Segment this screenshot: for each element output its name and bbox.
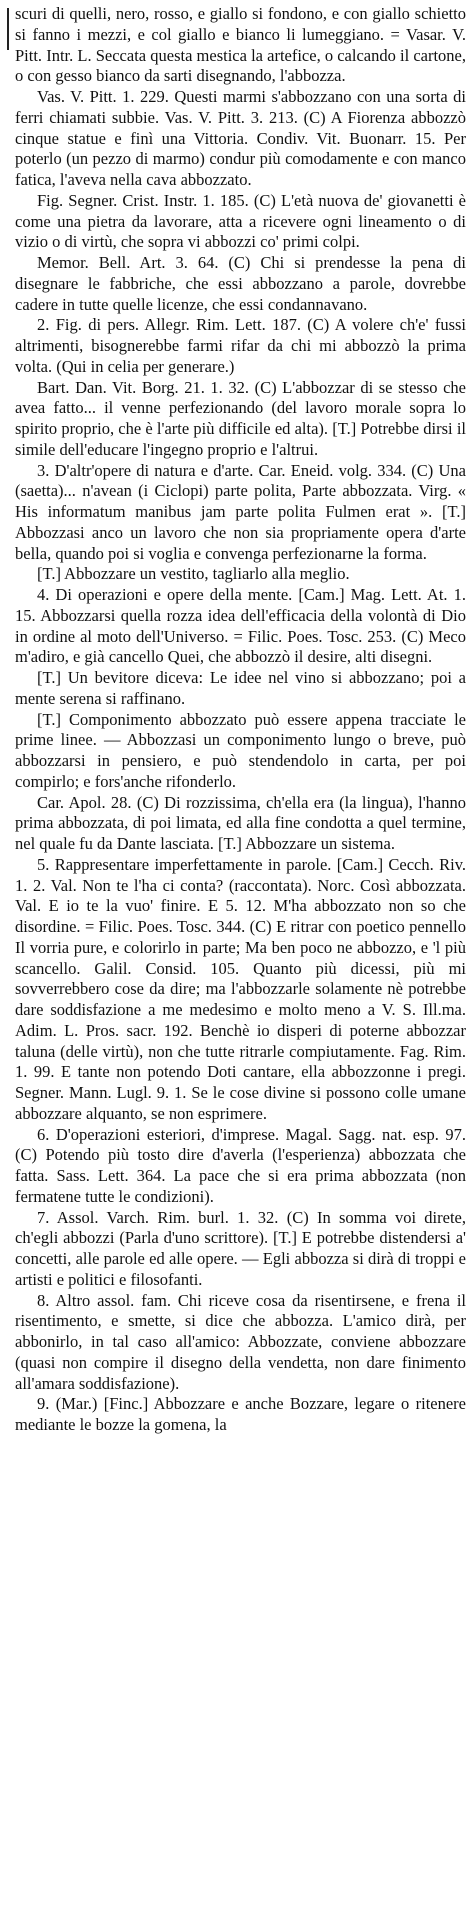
citation-paragraph: Fig. Segner. Crist. Instr. 1. 185. (C) L'età nuova de' giovanetti è come una pietra da lavorare, atta a ricevere ogni lineamento o di vizio o di virtù, che sopra vi abbozzi co' primi colpi.: [15, 190, 466, 252]
citation-paragraph: Car. Apol. 28. (C) Di rozzissima, ch'ella era (la lingua), l'hanno prima abbozzata, di poi limata, ed alla fine condotta a quel termine, nel quale fu da Dante lasciata. [T.] Abbozzare un sistema.: [15, 792, 466, 853]
sense-paragraph: 8. Altro assol. fam. Chi riceve cosa da risentirsene, e frena il risentimento, e smette, si dice che abbozza. L'amico dirà, per abbonirlo, in tal caso all'amico: Abbozzate, conviene abbozzare (quasi non compire il disegno della vendetta, non dare finimento all'amara soddisfazione).: [15, 1290, 466, 1393]
sense-paragraph: 6. D'operazioni esteriori, d'imprese. Magal. Sagg. nat. esp. 97. (C) Potendo più tosto dire d'averla (l'esperienza) abbozzata che fatta. Sass. Lett. 364. La pace che si era prima abbozzata (non fermatene tutte le condizioni).: [15, 1124, 466, 1206]
citation-paragraph: Bart. Dan. Vit. Borg. 21. 1. 32. (C) L'abbozzar di se stesso che avea fatto... il venne perfezionando (del lavoro morale sopra lo spirito proprio, che è l'arte più difficile ed alta). [T.] Potrebbe dirsi il simile dell'educare l'ingegno proprio e l'altrui.: [15, 377, 466, 459]
sense-paragraph: 7. Assol. Varch. Rim. burl. 1. 32. (C) In somma voi direte, ch'egli abbozzi (Parla d'uno scrittore). [T.] E potrebbe distendersi a' concetti, alle parole ed alle opere. — Egli abbozza si dirà di troppi e artisti e politici e filosofanti.: [15, 1207, 466, 1289]
paragraph-continuation: scuri di quelli, nero, rosso, e giallo si fondono, e con giallo schietto si fanno i mezzi, e col giallo e bianco li lumeggiano. = Vasar. V. Pitt. Intr. L. Seccata questa mestica la artefice, o calcando il cartone, o con gesso bianco da sarti disegnando, l'abbozza.: [15, 4, 466, 86]
note-paragraph: [T.] Componimento abbozzato può essere appena tracciate le prime linee. — Abbozzasi un componimento lungo o breve, può abbozzarsi in pensiero, e può stendendolo in carta, per poi compirlo; e fors'anche rifonderlo.: [15, 709, 466, 791]
sense-paragraph: 5. Rappresentare imperfettamente in parole. [Cam.] Cecch. Riv. 1. 2. Val. Non te l'ha ci conta? (raccontata). Norc. Così abbozzata. Val. E io te la vuo' finire. E 5. 12. M'ha abbozzato non so che disordine. = Filic. Poes. Tosc. 344. (C) E ritrar con poetico pennello Il vorria pure, e colorirlo in parte; Ma ben poco ne abbozzo, e 'l più scancello. Galil. Consid. 105. Quanto più dicessi, più mi sovverrebbero cose da dire; ma l'abbozzarle solamente nè potrebbe dare soddisfazione a me medesimo e molto meno a V. S. Ill.ma. Adim. L. Pros. sacr. 192. Benchè io disperi di poterne abbozzar taluna (delle virtù), non che tutte ritrarle compiutamente. Fag. Rim. 1. 99. E tante non potendo Doti cantare, ella abbozzonne i pregi. Segner. Mann. Lugl. 9. 1. Se le cose divine si possono colle umane abbozzare alquanto, se non esprimere.: [15, 854, 466, 1123]
margin-rule: [7, 8, 9, 50]
sense-paragraph: 9. (Mar.) [Finc.] Abbozzare e anche Bozzare, legare o ritenere mediante le bozze la gomena, la: [15, 1394, 466, 1434]
sense-paragraph: 4. Di operazioni e opere della mente. [Cam.] Mag. Lett. At. 1. 15. Abbozzarsi quella rozza idea dell'efficacia della volontà di Dio in ordine al moto dell'Universo. = Filic. Poes. Tosc. 253. (C) Meco m'adiro, e già cancello Quei, che abbozzò il desire, alti disegni.: [15, 585, 466, 667]
citation-paragraph: Vas. V. Pitt. 1. 229. Questi marmi s'abbozzano con una sorta di ferri chiamati subbie. Vas. V. Pitt. 3. 213. (C) A Fiorenza abbozzò cinque statue e finì una Vittoria. Condiv. Vit. Buonarr. 15. Per poterlo (un pezzo di marmo) condur più comodamente e con manco fatica, l'aveva nella cava abbozzato.: [15, 87, 466, 189]
sense-paragraph: 2. Fig. di pers. Allegr. Rim. Lett. 187. (C) A volere ch'e' fussi altrimenti, bisognerebbe farmi rifar da chi mi abbozzò la prima volta. (Qui in celia per generare.): [15, 315, 466, 376]
note-paragraph: [T.] Un bevitore diceva: Le idee nel vino si abbozzano; poi a mente serena si raffinano.: [15, 668, 466, 708]
sense-paragraph: 3. D'altr'opere di natura e d'arte. Car. Eneid. volg. 334. (C) Una (saetta)... n'avean (i Ciclopi) parte polita, Parte abbozzata. Virg. « His informatum manibus jam parte polita Fulmen erat ». [T.] Abbozzasi anco un lavoro che non sia propriamente opera d'arte bella, quando poi si voglia e convenga perfezionarne la forma.: [15, 460, 466, 563]
note-paragraph: [T.] Abbozzare un vestito, tagliarlo alla meglio.: [37, 564, 350, 584]
citation-paragraph: Memor. Bell. Art. 3. 64. (C) Chi si prendesse la pena di disegnare le fabbriche, che essi abbozzano a parole, dovrebbe cadere in tutte quelle licenze, che essi condannavano.: [15, 253, 466, 314]
